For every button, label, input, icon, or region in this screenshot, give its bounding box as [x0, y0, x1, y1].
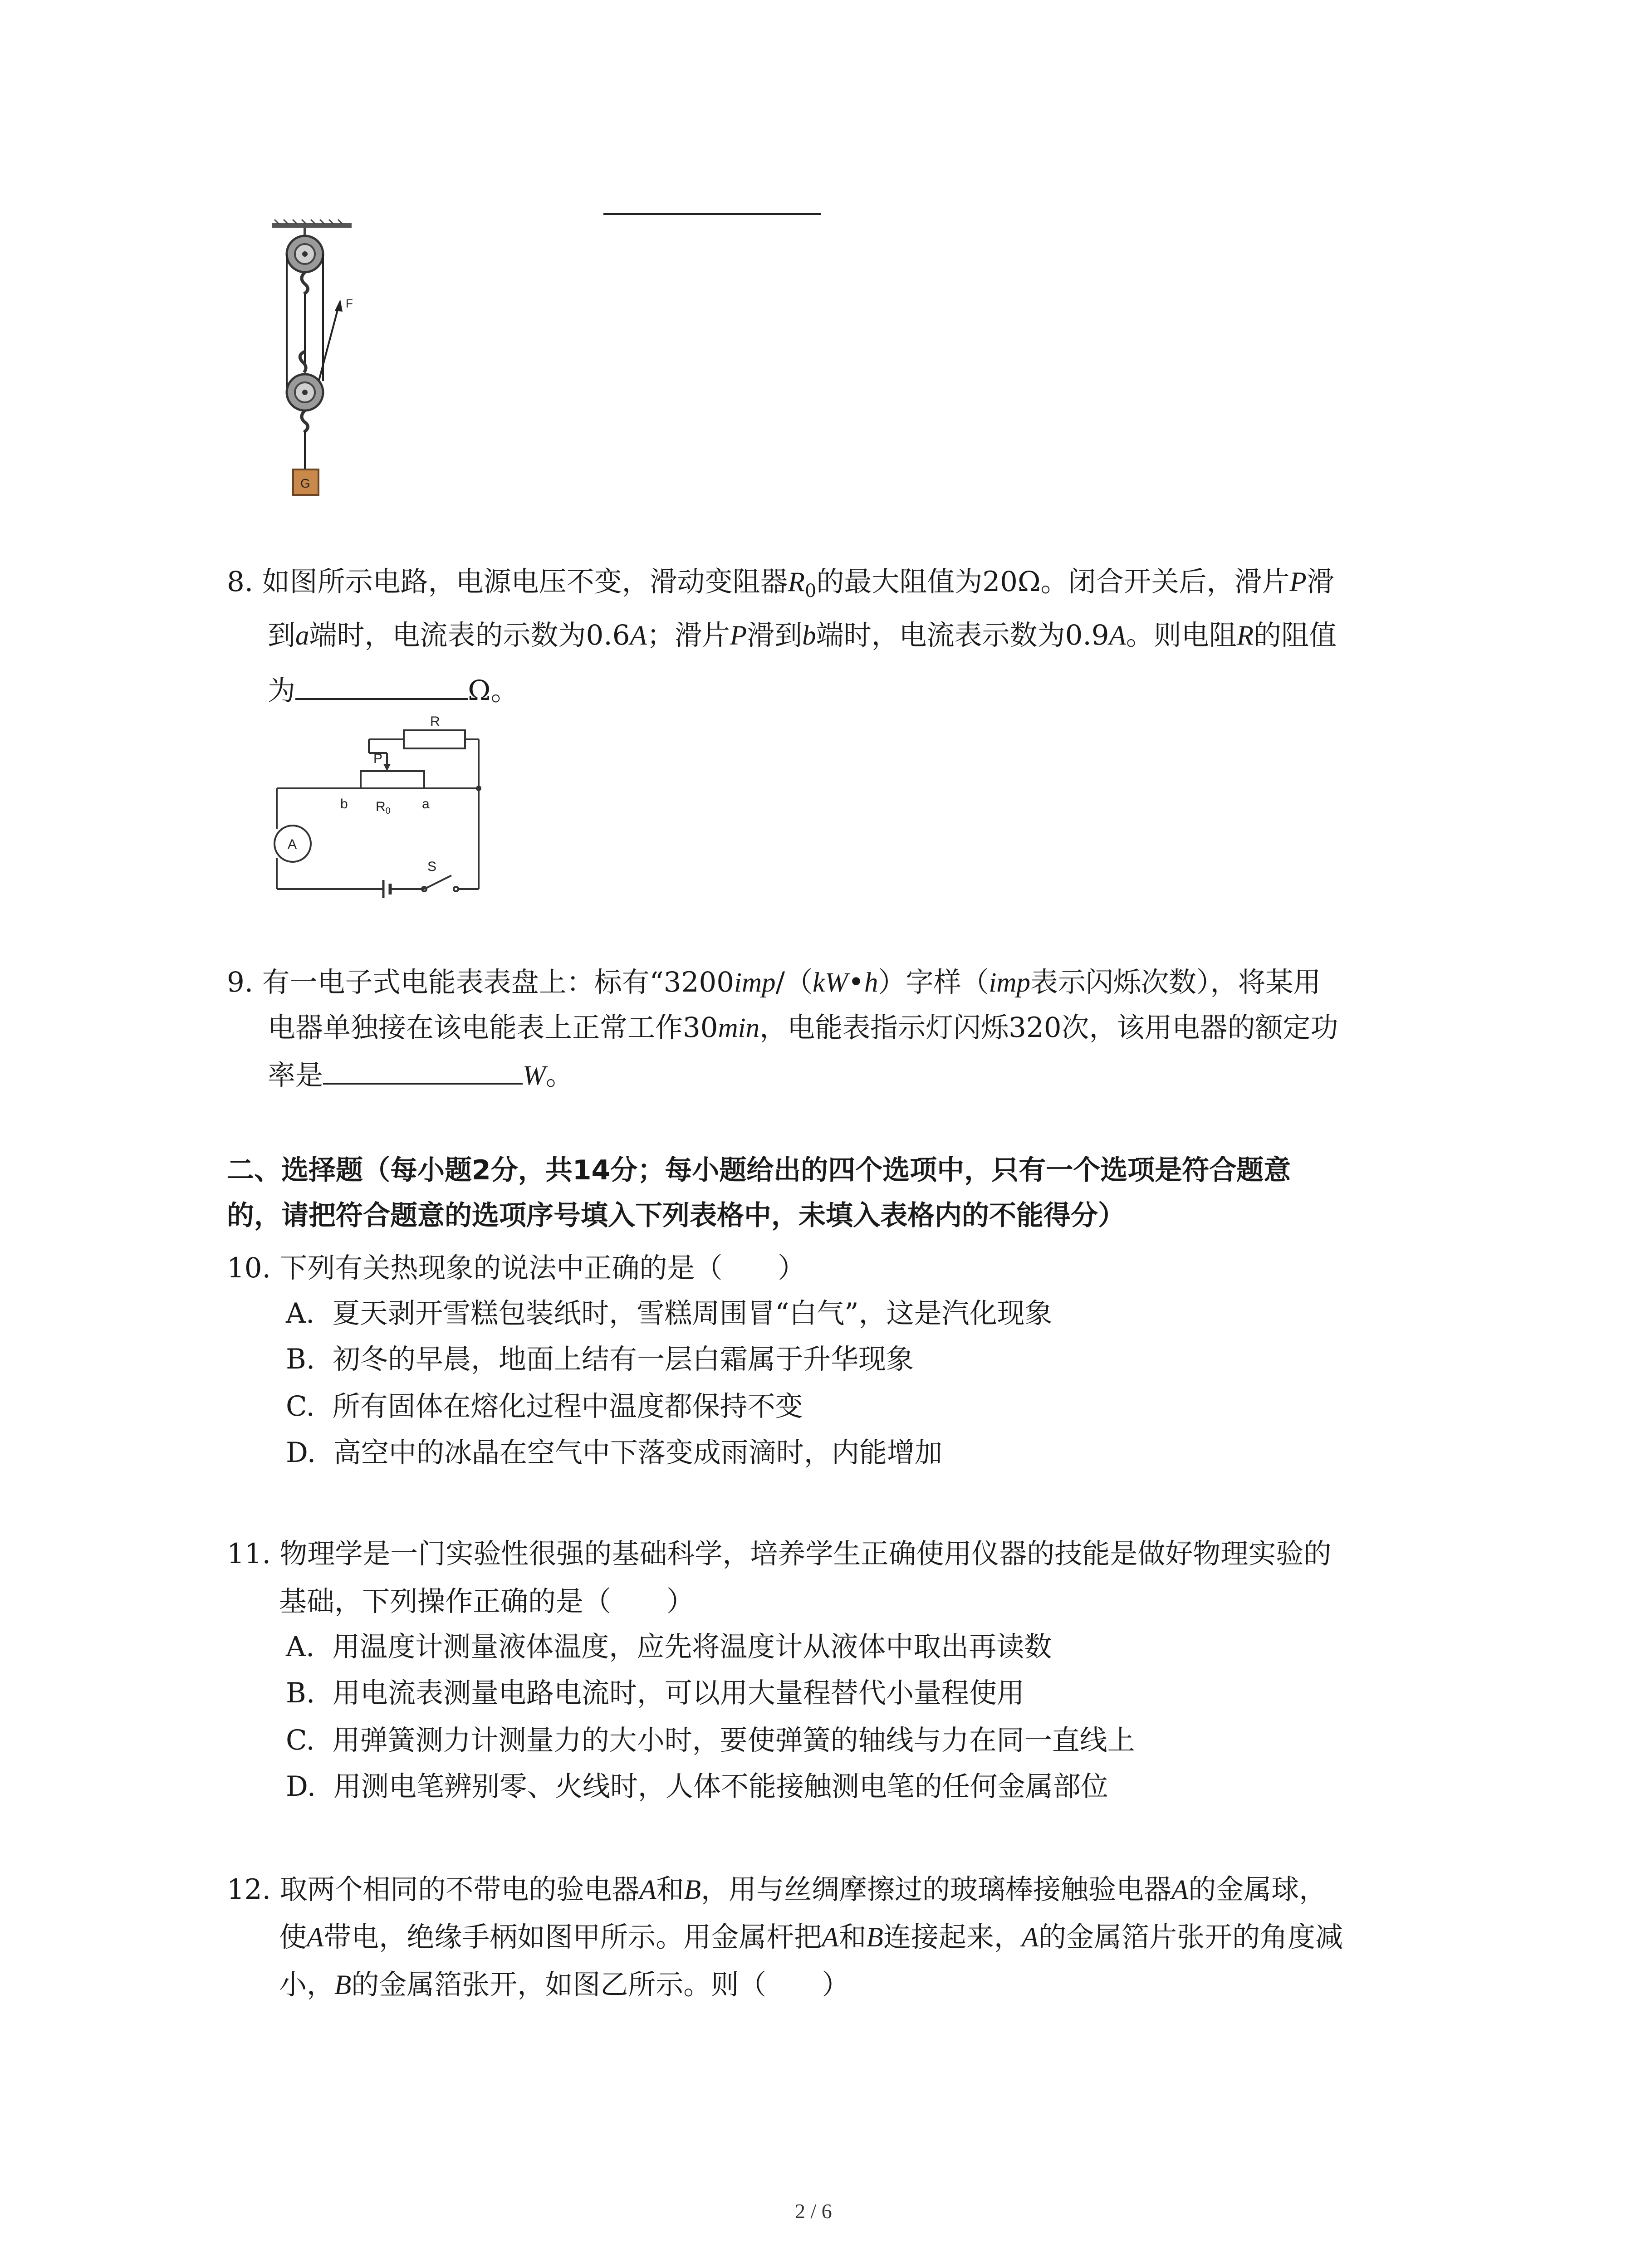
q11-option-a[interactable]: A. 用温度计测量液体温度，应先将温度计从液体中取出再读数: [286, 1631, 1052, 1663]
label-r0: $R_0$: [376, 799, 391, 816]
resistor-r: [404, 730, 465, 748]
page-number: 2 / 6: [795, 2200, 832, 2223]
label-a: a: [422, 797, 430, 811]
label-b: b: [340, 797, 348, 811]
ammeter-label: A: [288, 837, 297, 852]
label-p: P: [373, 751, 383, 766]
q9-line1: 9. 有一电子式电能表表盘上：标有“3200imp/（kW•h）字样（imp表示闪烁次数），将某用: [227, 966, 1321, 998]
q9-line3: 率是 W。: [268, 1059, 573, 1091]
q12-number: 12.: [227, 1873, 271, 1906]
q9-line2: 电器单独接在该电能表上正常工作30min，电能表指示灯闪烁320次，该用电器的额定功: [268, 1012, 1338, 1044]
answer-blank-prev[interactable]: [603, 213, 821, 215]
q10-number: 10.: [227, 1252, 271, 1284]
q11-option-c[interactable]: C. 用弹簧测力计测量力的大小时，要使弹簧的轴线与力在同一直线上: [286, 1724, 1135, 1756]
q8-line2: 到a端时，电流表的示数为0.6A；滑片P滑到b端时，电流表示数为0.9A。则电阻R的阻值: [268, 619, 1337, 651]
q12-line3: 小，B的金属箔张开，如图乙所示。则（ ）: [279, 1969, 850, 2001]
q9-number: 9.: [227, 966, 254, 998]
q11-number: 11.: [227, 1538, 271, 1570]
q8-line3: 为 Ω。: [268, 675, 519, 707]
q12-line1: 12. 取两个相同的不带电的验电器A和B，用与丝绸摩擦过的玻璃棒接触验电器A的金属球，: [227, 1873, 1327, 1906]
q10-option-d[interactable]: D. 高空中的冰晶在空气中下落变成雨滴时，内能增加: [286, 1437, 942, 1469]
label-r: R: [430, 714, 440, 729]
rheostat-r0: [361, 771, 424, 788]
q10-option-b[interactable]: B. 初冬的早晨，地面上结有一层白霜属于升华现象: [286, 1343, 914, 1375]
q10-option-c[interactable]: C. 所有固体在熔化过程中温度都保持不变: [286, 1390, 803, 1422]
q11-line1: 11. 物理学是一门实验性很强的基础科学，培养学生正确使用仪器的技能是做好物理实验的: [227, 1538, 1332, 1570]
q11-option-d[interactable]: D. 用测电笔辨别零、火线时，人体不能接触测电笔的任何金属部位: [286, 1770, 1108, 1803]
q10-stem: 10. 下列有关热现象的说法中正确的是（ ）: [227, 1252, 806, 1284]
q10-option-a[interactable]: A. 夏天剥开雪糕包装纸时，雪糕周围冒“白气”，这是汽化现象: [286, 1297, 1053, 1330]
q11-option-b[interactable]: B. 用电流表测量电路电流时，可以用大量程替代小量程使用: [286, 1677, 1025, 1709]
ceiling: [272, 223, 352, 228]
q8-line1: 8. 如图所示电路，电源电压不变，滑动变阻器$R_0$的最大阻值为20Ω。闭合开关后，滑片P滑: [227, 566, 1334, 602]
q9-answer-blank[interactable]: [323, 1059, 523, 1085]
q12-line2: 使A带电，绝缘手柄如图甲所示。用金属杆把A和B连接起来，A的金属箔片张开的角度减: [279, 1921, 1343, 1953]
q11-line2: 基础，下列操作正确的是（ ）: [279, 1585, 695, 1618]
q8-number: 8.: [227, 566, 254, 598]
q8-answer-blank[interactable]: [295, 675, 468, 700]
pulley-figure: [268, 218, 367, 508]
force-label: F: [346, 297, 353, 310]
section2-heading-line1: 二、选择题（每小题2分，共14分；每小题给出的四个选项中，只有一个选项是符合题意: [227, 1154, 1291, 1186]
weight-label: G: [300, 476, 310, 490]
switch-label: S: [427, 859, 437, 874]
switch: [424, 875, 451, 889]
section2-heading-line2: 的，请把符合题意的选项序号填入下列表格中，未填入表格内的不能得分）: [227, 1200, 1125, 1232]
circuit-figure: [268, 708, 490, 903]
